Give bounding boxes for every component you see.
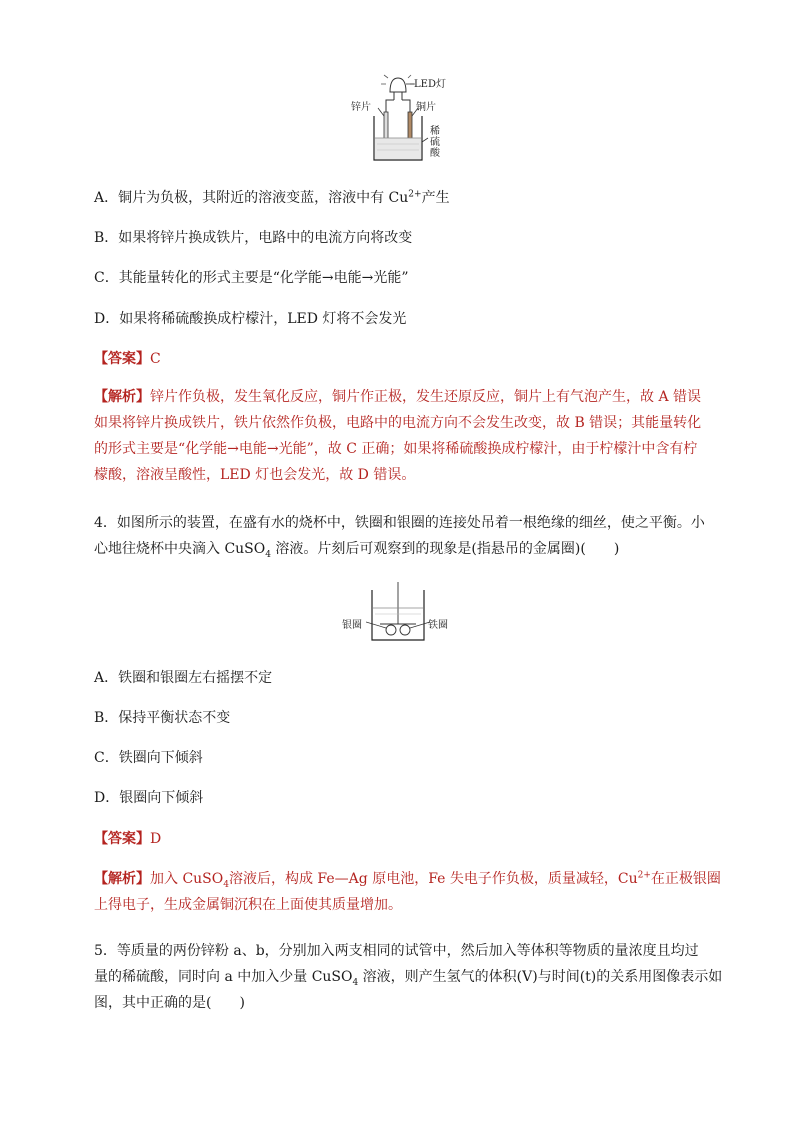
q4-option-a: A．铁圈和银圈左右摇摆不定: [94, 670, 273, 686]
q3-option-b: B．如果将锌片换成铁片，电路中的电流方向将改变: [94, 230, 413, 246]
q3-analysis: 【解析】锌片作负极，发生氧化反应，铜片作正极，发生还原反应，铜片上有气泡产生，故 A 错误 如果将锌片换成铁片，铁片依然作负极，电路中的电流方向不会发生改变，故 B 错误；其能量转化 的形式主要是“化学能→电能→光能”，故 C 正确；如果将稀硫酸换成柠檬汁，由于柠檬汁中含有柠 檬酸，溶液呈酸性，LED 灯也会发光，故 D 错误。: [94, 389, 702, 483]
copper-label: 铜片: [416, 102, 436, 113]
q4-analysis: 【解析】加入 CuSO$_4$溶液后，构成 Fe—Ag 原电池，Fe 失电子作负极，质量减轻，$Cu^{2+}$在正极银圈 上得电子，生成金属铜沉积在上面使其质量增加。: [94, 870, 721, 913]
zinc-label: 锌片: [351, 102, 371, 113]
q4-option-d: D．银圈向下倾斜: [94, 790, 204, 806]
ring-balance-figure: [366, 582, 430, 644]
led-label: LED灯: [414, 79, 446, 90]
silver-ring-label: 银圈: [342, 620, 362, 631]
q4-option-c: C．铁圈向下倾斜: [94, 750, 203, 766]
q4-answer: 【答案】D: [94, 831, 162, 847]
acid-label: 稀 硫 酸: [430, 126, 440, 159]
q3-answer: 【答案】C: [94, 351, 161, 367]
q4-stem: 4．如图所示的装置，在盛有水的烧杯中，铁圈和银圈的连接处吊着一根绝缘的细丝，使之平衡。小 心地往烧杯中央滴入 CuSO$_4$ 溶液。片刻后可观察到的现象是(指悬吊的金属圈)( ): [94, 515, 705, 560]
q5-stem: 5．等质量的两份锌粉 a、b，分别加入两支相同的试管中，然后加入等体积等物质的量浓度且均过 量的稀硫酸，同时向 a 中加入少量 CuSO$_4$ 溶液，则产生氢气的体积(V)与时间(t)的关系用图像表示如 图，其中正确的是( ): [94, 943, 723, 1011]
q3-option-d: D．如果将稀硫酸换成柠檬汁，LED 灯将不会发光: [94, 311, 407, 327]
q3-option-a: A．铜片为负极，其附近的溶液变蓝，溶液中有 $Cu^{2+}$产生: [94, 189, 450, 206]
q4-option-b: B．保持平衡状态不变: [94, 710, 231, 726]
iron-ring-label: 铁圈: [428, 620, 448, 631]
q3-option-c: C．其能量转化的形式主要是“化学能→电能→光能”: [94, 270, 409, 286]
